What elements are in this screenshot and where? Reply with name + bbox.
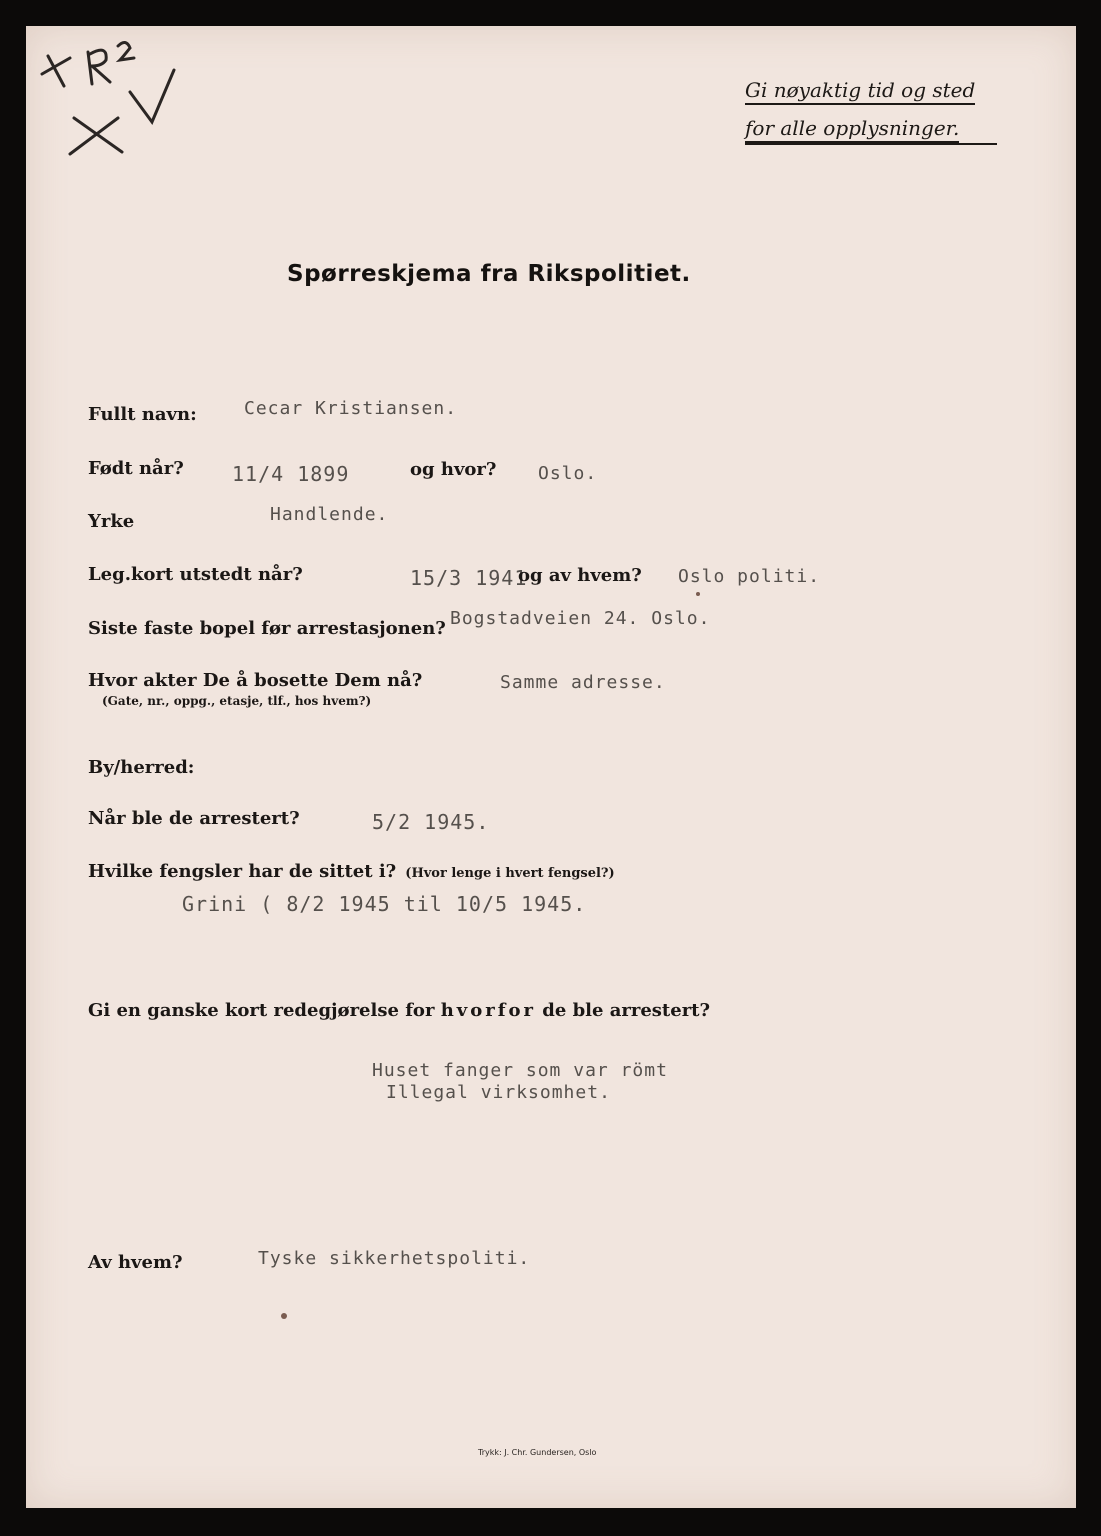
legkort-by-label: og av hvem? bbox=[518, 565, 642, 586]
full-name-label: Fullt navn: bbox=[88, 404, 197, 425]
paper-stain bbox=[281, 1313, 287, 1319]
handwritten-r2 bbox=[88, 42, 134, 84]
paper-stain bbox=[696, 592, 700, 596]
occupation-value: Handlende. bbox=[270, 504, 389, 525]
reason-emphasis: hvorfor bbox=[440, 1000, 536, 1021]
full-name-value: Cecar Kristiansen. bbox=[244, 398, 458, 419]
form-paper bbox=[26, 26, 1076, 1508]
last-address-label: Siste faste bopel før arrestasjonen? bbox=[88, 618, 446, 639]
arrested-by-label: Av hvem? bbox=[88, 1252, 183, 1273]
printer-credit: Trykk: J. Chr. Gundersen, Oslo bbox=[478, 1448, 597, 1457]
future-address-hint: (Gate, nr., oppg., etasje, tlf., hos hvem?) bbox=[102, 694, 372, 708]
future-address-value: Samme adresse. bbox=[500, 672, 666, 693]
instruction-note-line1: Gi nøyaktig tid og sted bbox=[745, 78, 975, 102]
prisons-label: Hvilke fengsler har de sittet i? bbox=[88, 861, 397, 882]
reason-question: Gi en ganske kort redegjørelse for hvorfor de ble arrestert? bbox=[88, 1000, 711, 1021]
handwritten-marks bbox=[26, 26, 226, 176]
handwritten-x-small bbox=[42, 56, 70, 86]
form-title: Spørreskjema fra Rikspolitiet. bbox=[287, 261, 691, 287]
reason-line1: Huset fanger som var römt bbox=[372, 1060, 668, 1081]
prisons-value: Grini ( 8/2 1945 til 10/5 1945. bbox=[182, 892, 587, 916]
occupation-label: Yrke bbox=[88, 511, 135, 532]
born-where-value: Oslo. bbox=[538, 463, 598, 484]
last-address-value: Bogstadveien 24. Oslo. bbox=[450, 608, 711, 629]
arrested-when-value: 5/2 1945. bbox=[372, 810, 490, 834]
born-when-label: Født når? bbox=[88, 458, 184, 479]
reason-line2: Illegal virksomhet. bbox=[386, 1082, 611, 1103]
handwritten-x-large bbox=[70, 118, 122, 154]
arrested-when-label: Når ble de arrestert? bbox=[88, 808, 300, 829]
future-address-label: Hvor akter De å bosette Dem nå? bbox=[88, 670, 423, 691]
born-where-label: og hvor? bbox=[410, 459, 497, 480]
legkort-when-value: 15/3 1941 bbox=[410, 566, 528, 590]
arrested-by-value: Tyske sikkerhetspoliti. bbox=[258, 1248, 531, 1269]
instruction-underline bbox=[745, 143, 997, 145]
born-when-value: 11/4 1899 bbox=[232, 462, 350, 486]
prisons-hint: (Hvor lenge i hvert fengsel?) bbox=[405, 866, 615, 881]
handwritten-v bbox=[130, 70, 174, 122]
prisons-question bbox=[88, 861, 615, 882]
instruction-note-line2: for alle opplysninger. bbox=[745, 116, 959, 140]
municipality-label: By/herred: bbox=[88, 757, 195, 778]
legkort-by-value: Oslo politi. bbox=[678, 566, 821, 587]
legkort-when-label: Leg.kort utstedt når? bbox=[88, 564, 303, 585]
